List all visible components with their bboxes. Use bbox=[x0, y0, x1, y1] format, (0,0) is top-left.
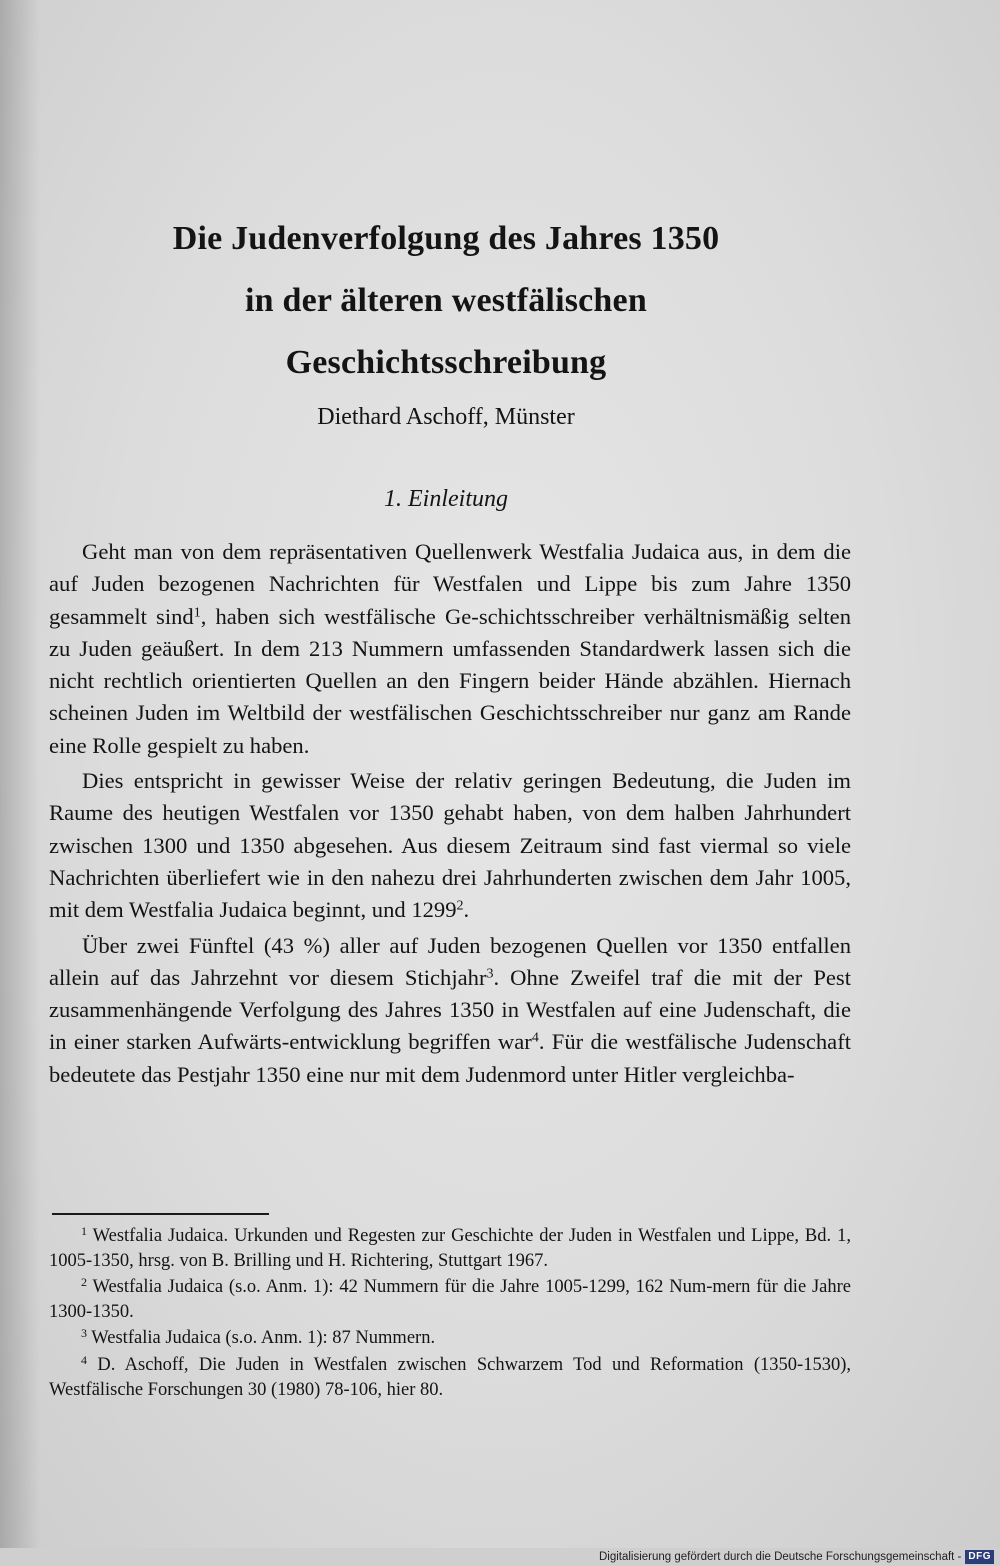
footnote-text: D. Aschoff, Die Juden in Westfalen zwischen Schwarzem Tod und Reformation (1350-1530), Westfälische Forschungen 30 (1980) 78-106, hier 80. bbox=[49, 1354, 851, 1400]
text-segment: Dies entspricht in gewisser Weise der relativ geringen Bedeutung, die Juden im Raume des heutigen Westfalen vor 1350 gehabt haben, von dem halben Jahrhundert zwischen 1300 und 1350 abgesehen. Aus diesem Zeitraum sind fast viermal so viele Nachrichten überliefert wie in den nahezu drei Jahrhunderten zwischen dem Jahr 1005, mit dem Westfalia Judaica beginnt, und 1299 bbox=[49, 768, 851, 923]
text-segment: . Ohne Zweifel traf die mit der Pest zusammenhängende Verfolgung des Jahres 1350 in Westfalen auf eine Judenschaft, die in einer starken Aufwärts-entwicklung begriffen war bbox=[49, 964, 851, 1055]
text-segment: . bbox=[463, 897, 470, 923]
dfg-logo: DFG bbox=[965, 1550, 994, 1564]
text-segment: , haben sich westfälische Ge-schichtsschreiber verhältnismäßig selten zu Juden geäußert. In dem 213 Nummern umfassenden Standardwerk lassen sich die nicht rechtlich orientierten Quellen an den Fingern beider Hände abzählen. Hiernach scheinen Juden im Weltbild der westfälischen Geschichtsschreiber nur ganz am Rande eine Rolle gespielt zu haben. bbox=[49, 603, 851, 758]
footnote-number: 1 bbox=[81, 1224, 87, 1238]
paragraph bbox=[49, 930, 851, 1091]
footnote-ref: 4 bbox=[531, 1030, 539, 1046]
text-segment: Über zwei Fünftel (43 %) aller auf Juden bezogenen Quellen vor 1350 entfallen allein auf das Jahrzehnt vor diesem Stichjahr bbox=[49, 932, 851, 990]
body-text bbox=[49, 536, 851, 1091]
title-line: Die Judenverfolgung des Jahres 1350 bbox=[172, 220, 720, 257]
text-segment: . Für die westfälische Judenschaft bedeutete das Pestjahr 1350 eine nur mit dem Judenmord unter Hitler vergleichba- bbox=[49, 1029, 852, 1087]
footnote-number: 2 bbox=[81, 1275, 87, 1290]
footnotes bbox=[49, 1224, 851, 1404]
footnote bbox=[49, 1353, 851, 1402]
digitization-credit bbox=[599, 1549, 994, 1565]
paragraph bbox=[49, 536, 851, 762]
credit-text: Digitalisierung gefördert durch die Deutsche Forschungsgemeinschaft - bbox=[598, 1551, 962, 1563]
footnote-text: Westfalia Judaica. Urkunden und Regesten zur Geschichte der Juden in Westfalen und Lippe, Bd. 1, 1005-1350, hrsg. von B. Brilling und H. Richtering, Stuttgart 1967. bbox=[49, 1226, 851, 1271]
author-line: Diethard Aschoff, Münster bbox=[317, 404, 575, 430]
footnote-number: 3 bbox=[81, 1326, 87, 1341]
footnote bbox=[49, 1275, 851, 1324]
title-line: Geschichtsschreibung bbox=[285, 344, 607, 381]
footnote bbox=[49, 1224, 851, 1273]
article-title bbox=[0, 208, 892, 394]
text-segment: Geht man von dem repräsentativen Quellenwerk Westfalia Judaica aus, in dem die auf Juden bezogenen Nachrichten für Westfalen und Lippe bis zum Jahre 1350 gesammelt sind bbox=[49, 539, 851, 629]
footnote-ref: 3 bbox=[486, 966, 494, 982]
footnote-divider bbox=[52, 1213, 269, 1215]
footnote-ref: 2 bbox=[456, 898, 464, 914]
footnote bbox=[49, 1326, 851, 1351]
paragraph bbox=[49, 765, 851, 926]
footnote-ref: 1 bbox=[193, 604, 201, 620]
footnote-number: 4 bbox=[81, 1352, 87, 1367]
footnote-text: Westfalia Judaica (s.o. Anm. 1): 42 Nummern für die Jahre 1005-1299, 162 Num-mern für die Jahre 1300-1350. bbox=[49, 1277, 851, 1322]
section-heading: 1. Einleitung bbox=[384, 486, 508, 512]
title-line: in der älteren westfälischen bbox=[245, 282, 647, 319]
footnote-text: Westfalia Judaica (s.o. Anm. 1): 87 Nummern. bbox=[91, 1328, 436, 1349]
